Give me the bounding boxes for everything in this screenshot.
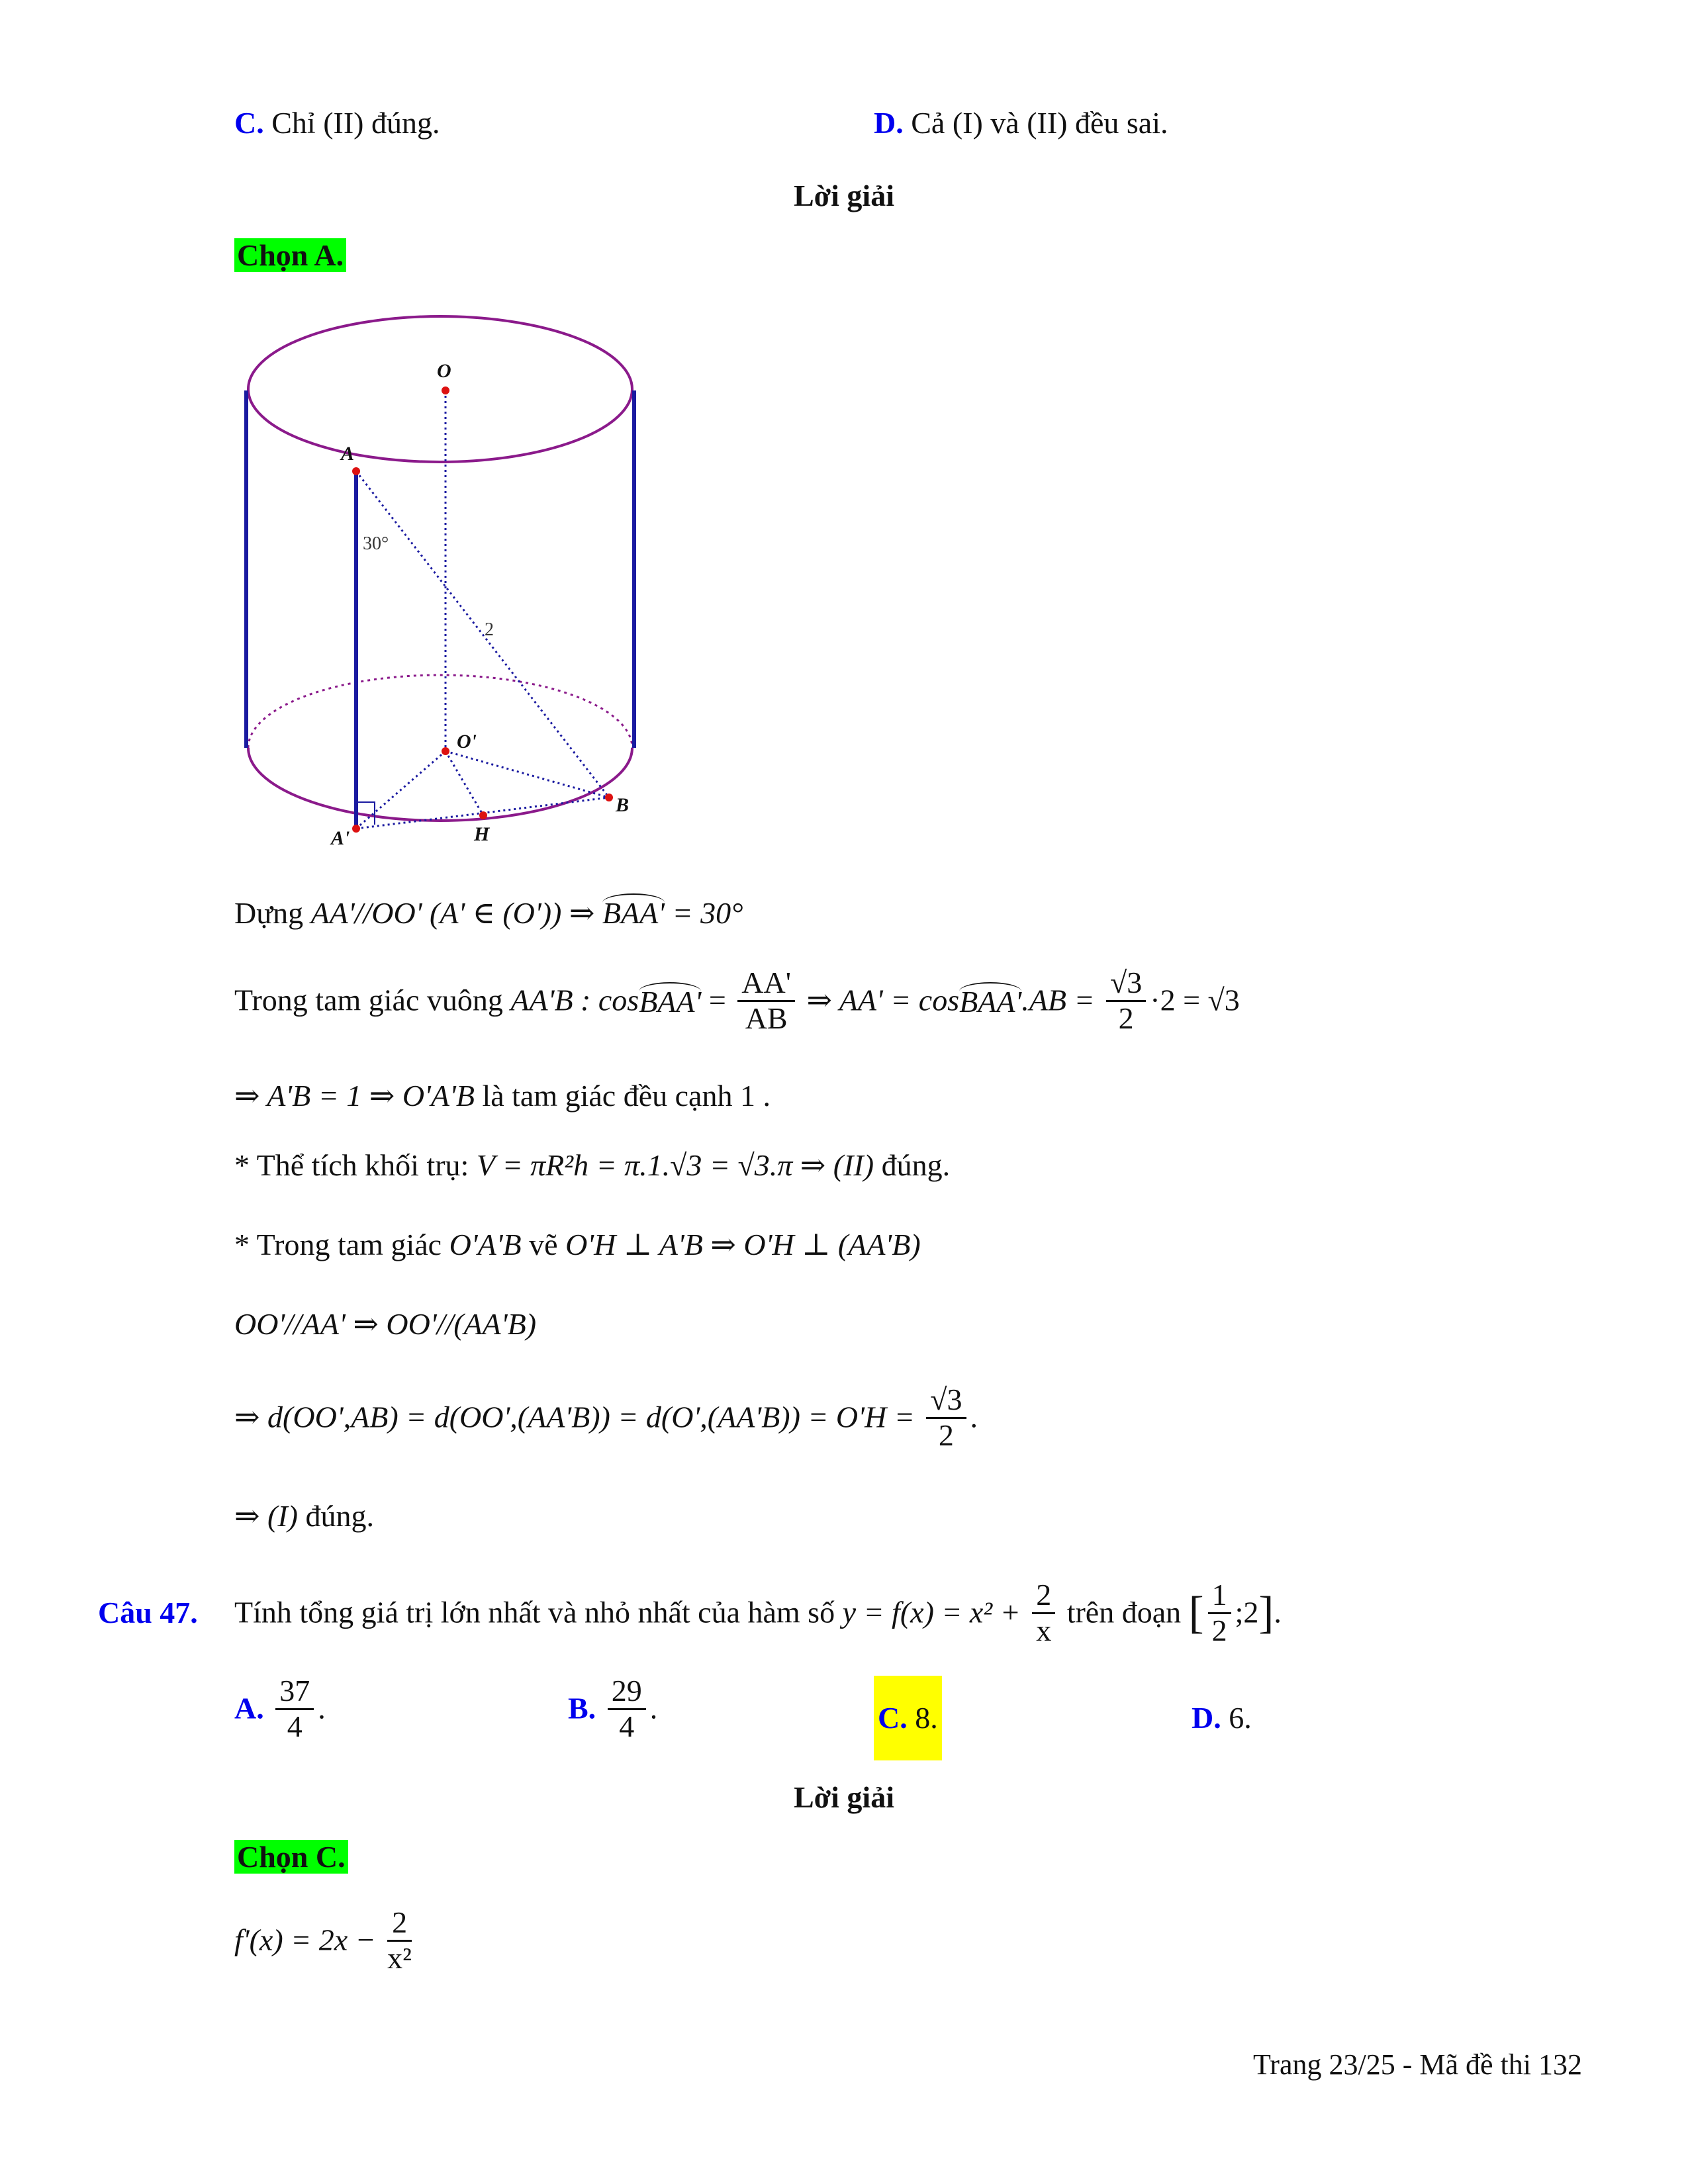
derivative-den: x² xyxy=(387,1940,412,1975)
option-b-fraction xyxy=(608,1674,646,1743)
line3-math: ⇒ A'B = 1 ⇒ O'A'B xyxy=(234,1079,475,1113)
line7-fraction-den: 2 xyxy=(938,1418,954,1452)
point-b xyxy=(605,794,613,801)
solution-heading-2: Lời giải xyxy=(794,1780,894,1814)
label-h: H xyxy=(474,823,490,845)
option-d[interactable] xyxy=(1192,1676,1252,1760)
option-a-fraction xyxy=(275,1674,314,1743)
segment-o-prime-a-prime xyxy=(356,751,445,829)
option-c-label-47: C. xyxy=(878,1701,908,1735)
derivative-math: f'(x) = 2x − xyxy=(234,1923,384,1957)
line5-m1: O'A'B xyxy=(442,1228,530,1261)
line2-prefix: Trong tam giác vuông xyxy=(234,983,503,1017)
line2-fraction-num: AA' xyxy=(737,966,795,1002)
line2-fraction xyxy=(737,966,795,1035)
question-fraction xyxy=(1032,1578,1055,1647)
solution-line-7 xyxy=(234,1383,978,1452)
option-b-label: B. xyxy=(568,1691,596,1725)
point-a-prime xyxy=(352,825,360,833)
line2-m4: ·2 = √3 xyxy=(1150,983,1240,1017)
interval-tail: ;2 xyxy=(1235,1595,1259,1629)
segment-o-prime-b xyxy=(445,751,609,797)
interval-fraction-den: 2 xyxy=(1211,1613,1227,1647)
point-h xyxy=(479,811,487,819)
derivative-fraction xyxy=(387,1906,412,1975)
cylinder-figure xyxy=(238,291,649,860)
line2-m2: ⇒ AA' = cos xyxy=(799,983,960,1017)
line7-fraction xyxy=(926,1383,966,1452)
question-text-2: trên đoạn xyxy=(1059,1595,1189,1629)
solution-line-5 xyxy=(234,1228,921,1263)
option-d-text: Cả (I) và (II) đều sai. xyxy=(911,106,1168,140)
option-d-label: D. xyxy=(874,106,904,140)
question-fraction-num: 2 xyxy=(1032,1578,1055,1614)
interval-close-bracket: ] xyxy=(1258,1587,1274,1638)
line2-angle-2: BAA' xyxy=(959,982,1021,1020)
point-o xyxy=(442,387,449,394)
option-c-value: 8 xyxy=(915,1701,931,1735)
line5-t2: vẽ xyxy=(529,1228,558,1261)
line1-math: AA'//OO' (A' ∈ (O')) ⇒ xyxy=(310,896,602,930)
option-c-text: Chỉ (II) đúng. xyxy=(271,106,440,140)
option-a-label: A. xyxy=(234,1691,264,1725)
cylinder-top-ellipse xyxy=(248,316,632,462)
cylinder-bottom-front-arc xyxy=(248,748,632,821)
line5-text: * Trong tam giác xyxy=(234,1228,442,1261)
line2-fraction-2-den: 2 xyxy=(1118,1001,1134,1035)
label-o: O xyxy=(437,360,451,382)
line5-m2: O'H ⊥ A'B ⇒ O'H ⊥ (AA'B) xyxy=(557,1228,921,1261)
cylinder-bottom-back-arc xyxy=(248,675,632,748)
question-47 xyxy=(98,1578,1282,1647)
solution-line-8 xyxy=(234,1499,374,1534)
derivative-line xyxy=(234,1906,416,1975)
line7-math: ⇒ d(OO',AB) = d(OO',(AA'B)) = d(O',(AA'B)) = O'H = xyxy=(234,1400,923,1434)
option-b-den: 4 xyxy=(619,1709,635,1743)
point-a xyxy=(352,467,360,475)
interval-open-bracket: [ xyxy=(1188,1587,1204,1638)
line8-text: đúng. xyxy=(298,1499,374,1533)
label-length: 2 xyxy=(485,619,494,640)
option-d-value: 6 xyxy=(1229,1701,1244,1735)
line2-m1: AA'B : cos xyxy=(510,983,639,1017)
question-function: y = f(x) = x² + xyxy=(835,1595,1029,1629)
solution-line-3 xyxy=(234,1079,771,1114)
derivative-num: 2 xyxy=(387,1906,412,1942)
segment-ab xyxy=(356,471,609,797)
option-c-row xyxy=(234,106,440,141)
line4-text: * Thể tích khối trụ: xyxy=(234,1148,469,1182)
line7-tail: . xyxy=(970,1400,978,1434)
question-label: Câu 47. xyxy=(98,1595,198,1629)
interval-fraction-num: 1 xyxy=(1208,1578,1231,1614)
line3-text: là tam giác đều cạnh 1 . xyxy=(474,1079,771,1113)
option-a-tail: . xyxy=(318,1691,326,1725)
solution-line-2 xyxy=(234,966,1240,1035)
label-angle: 30° xyxy=(363,533,389,554)
option-b-num: 29 xyxy=(608,1674,646,1710)
chosen-answer xyxy=(234,238,346,273)
solution-line-1 xyxy=(234,893,743,931)
page-footer: Trang 23/25 - Mã đề thi 132 xyxy=(1252,2048,1582,2081)
option-d-label-47: D. xyxy=(1192,1701,1221,1735)
line8-math: ⇒ (I) xyxy=(234,1499,298,1533)
chosen-answer-badge-2: Chọn C. xyxy=(234,1840,348,1874)
label-o-prime: O' xyxy=(457,731,477,752)
chosen-answer-badge: Chọn A. xyxy=(234,238,346,272)
line2-eq: = xyxy=(701,983,734,1017)
line6-math: OO'//AA' ⇒ OO'//(AA'B) xyxy=(234,1307,537,1341)
line4-math: V = πR²h = π.1.√3 = √3.π ⇒ (II) xyxy=(469,1148,874,1182)
option-a[interactable] xyxy=(234,1674,326,1743)
line1-prefix: Dựng xyxy=(234,896,304,930)
solution-line-6 xyxy=(234,1307,536,1342)
option-c[interactable] xyxy=(874,1676,942,1760)
line2-fraction-2 xyxy=(1106,966,1146,1035)
option-b[interactable] xyxy=(568,1674,657,1743)
line2-m3: .AB = xyxy=(1021,983,1103,1017)
label-a-prime: A' xyxy=(331,827,350,849)
interval-fraction xyxy=(1208,1578,1231,1647)
solution-heading: Lời giải xyxy=(794,179,894,212)
option-a-num: 37 xyxy=(275,1674,314,1710)
option-c-label: C. xyxy=(234,106,264,140)
point-o-prime xyxy=(442,747,449,755)
line2-fraction-2-num: √3 xyxy=(1106,966,1146,1002)
line2-angle: BAA' xyxy=(639,982,701,1020)
question-text-1: Tính tổng giá trị lớn nhất và nhỏ nhất của hàm số xyxy=(234,1595,835,1629)
option-a-den: 4 xyxy=(287,1709,303,1743)
line4-tail: đúng. xyxy=(874,1148,951,1182)
line1-angle: BAA' xyxy=(602,893,665,931)
label-a: A xyxy=(341,443,355,465)
question-fraction-den: x xyxy=(1036,1613,1052,1647)
question-end: . xyxy=(1274,1595,1282,1629)
solution-line-4 xyxy=(234,1148,950,1183)
option-b-tail: . xyxy=(649,1691,658,1725)
chosen-answer-2 xyxy=(234,1840,348,1875)
option-d-tail: . xyxy=(1244,1701,1252,1735)
option-d-row xyxy=(874,106,1168,141)
line7-fraction-num: √3 xyxy=(926,1383,966,1419)
line2-fraction-den: AB xyxy=(745,1001,788,1035)
label-b: B xyxy=(616,794,630,816)
option-c-tail: . xyxy=(930,1701,938,1735)
line1-tail: = 30° xyxy=(665,896,743,930)
